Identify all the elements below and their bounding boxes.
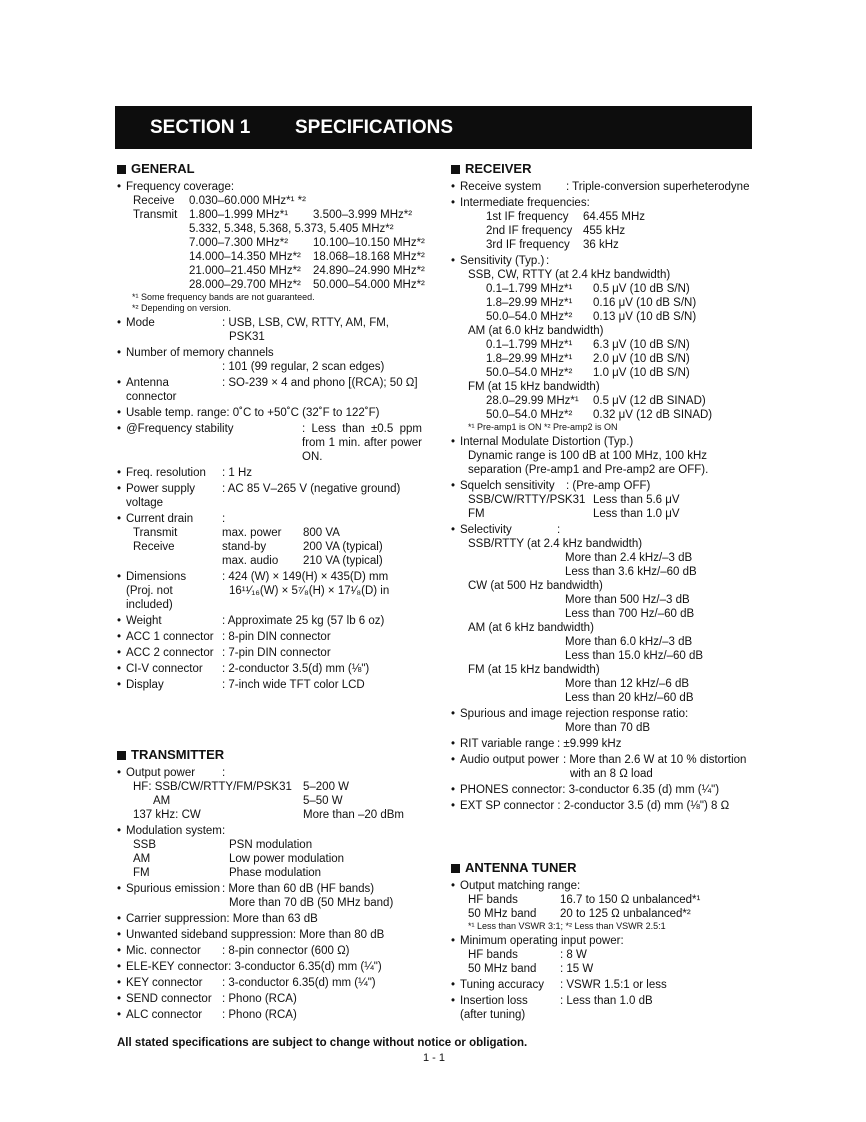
spec-selectivity: • Selectivity : SSB/RTTY (at 2.4 kHz bandwidth) More than 2.4 kHz/–3 dB Less than 3.6 kHz/–60 dB CW (at 500 Hz bandwidth) More than 500 Hz/–3 dB Less than 700 Hz/–60 dB AM (at 6 kHz bandwidth) More than 6.0 kHz/–3 dB Less than 15.0 kHz/–60 dB FM (at 15 kHz bandwidth) More than 12 kHz/–6 dB Less than 20 kHz/–60 dB: [451, 523, 756, 705]
spec-rit: • RIT variable range : ±9.999 kHz: [451, 737, 756, 751]
spec-output-power: • Output power : HF: SSB/CW/RTTY/FM/PSK31 5–200 W AM 5–50 W 137 kHz: CW More than –20 dBm: [117, 766, 442, 822]
spec-mode: • Mode : USB, LSB, CW, RTTY, AM, FM, PSK31: [117, 316, 442, 344]
section-title: SPECIFICATIONS: [295, 117, 453, 138]
spec-resolution: • Freq. resolution : 1 Hz: [117, 466, 442, 480]
transmitter-heading: TRANSMITTER: [117, 748, 442, 762]
spec-key-connector: • KEY connector : 3-conductor 6.35(d) mm (¼"): [117, 976, 442, 990]
spec-civ: • CI-V connector : 2-conductor 3.5(d) mm (⅛"): [117, 662, 442, 676]
spec-sensitivity: • Sensitivity (Typ.) : SSB, CW, RTTY (at 2.4 kHz bandwidth) 0.1–1.799 MHz*¹ 0.5 μV (10 dB S/N) 1.8–29.99 MHz*¹ 0.16 μV (10 dB S/N) 50.0–54.0 MHz*² 0.13 μV (10 dB S/N) AM (at 6.0 kHz bandwidth) 0.1–1.799 MHz*¹ 6.3 μV (10 dB S/N) 1.8–29.99 MHz*¹ 2.0 μV (10 dB S/N) 50.0–54.0 MHz*² 1.0 μV (10 dB S/N) FM (at 15 kHz bandwidth) 28.0–29.99 MHz*¹ 0.5 μV (12 dB SINAD) 50.0–54.0 MHz*² 0.32 μV (12 dB SINAD) *¹ Pre-amp1 is ON *² Pre-amp2 is ON: [451, 254, 756, 433]
spec-frequency-coverage: • Frequency coverage: Receive 0.030–60.000 MHz*¹ *² Transmit 1.800–1.999 MHz*¹ 3.500–3.999 MHz*² 5.332, 5.348, 5.368, 5.373, 5.405 MHz*² 7.000–7.300 MHz*² 10.100–10.150 MHz*² 14.000–14.350 MHz*² 18.068–18.168 MHz*² 21.000–21.450 MHz*² 24.890–24.990 MHz*² 28.000–29.700 MHz*² 50.000–54.000 MHz*² *¹ Some frequency bands are not guaranteed. *² Depending on version.: [117, 180, 442, 314]
spec-send-connector: • SEND connector : Phono (RCA): [117, 992, 442, 1006]
square-bullet-icon: [451, 864, 460, 873]
spec-intermediate-freq: • Intermediate frequencies: 1st IF frequency 64.455 MHz 2nd IF frequency 455 kHz 3rd IF frequency 36 kHz: [451, 196, 756, 252]
spec-spurious-emission: • Spurious emission : More than 60 dB (HF bands) More than 70 dB (50 MHz band): [117, 882, 442, 910]
spec-ext-sp-connector: • EXT SP connector : 2-conductor 3.5 (d) mm (⅛") 8 Ω: [451, 799, 756, 813]
receiver-heading: RECEIVER: [451, 162, 756, 176]
spec-carrier: • Carrier suppression: More than 63 dB: [117, 912, 442, 926]
antenna-tuner-heading: ANTENNA TUNER: [451, 861, 756, 875]
square-bullet-icon: [117, 751, 126, 760]
right-column: [451, 162, 756, 1022]
spec-modulation: • Modulation system : SSB PSN modulation AM Low power modulation FM Phase modulation: [117, 824, 442, 880]
footer-note: All stated specifications are subject to change without notice or obligation.: [117, 1037, 528, 1049]
spec-imd: • Internal Modulate Distortion (Typ.) Dynamic range is 100 dB at 100 MHz, 100 kHz separation (Pre-amp1 and Pre-amp2 are OFF).: [451, 435, 756, 477]
spec-squelch: • Squelch sensitivity : (Pre-amp OFF) SSB/CW/RTTY/PSK31 Less than 5.6 μV FM Less than 1.0 μV: [451, 479, 756, 521]
spec-dimensions: • Dimensions (Proj. not included) : 424 (W) × 149(H) × 435(D) mm 16¹¹⁄₁₆(W) × 5⁷⁄₈(H) × 17¹⁄₈(D) in: [117, 570, 442, 612]
spec-antenna: • Antenna connector : SO-239 × 4 and phono [(RCA); 50 Ω]: [117, 376, 442, 404]
spec-alc-connector: • ALC connector : Phono (RCA): [117, 1008, 442, 1022]
spec-current-drain: • Current drain : Transmit max. power 800 VA Receive stand-by 200 VA (typical) max. audio 210 VA (typical): [117, 512, 442, 568]
spec-acc2: • ACC 2 connector : 7-pin DIN connector: [117, 646, 442, 660]
spec-insertion-loss: • Insertion loss (after tuning) : Less than 1.0 dB: [451, 994, 756, 1022]
spec-weight: • Weight : Approximate 25 kg (57 lb 6 oz): [117, 614, 442, 628]
left-column: [117, 162, 442, 1022]
square-bullet-icon: [117, 165, 126, 174]
spec-temp: • Usable temp. range : 0˚C to +50˚C (32˚F to 122˚F): [117, 406, 442, 420]
section-number: SECTION 1: [150, 117, 251, 138]
spec-memory: • Number of memory channels : 101 (99 regular, 2 scan edges): [117, 346, 442, 374]
spec-min-input-power: • Minimum operating input power: HF bands : 8 W 50 MHz band : 15 W: [451, 934, 756, 976]
spec-unwanted-sideband: • Unwanted sideband suppression: More than 80 dB: [117, 928, 442, 942]
general-heading: GENERAL: [117, 162, 442, 176]
square-bullet-icon: [451, 165, 460, 174]
spec-stability: • @Frequency stability : Less than ±0.5 ppm from 1 min. after power ON.: [117, 422, 442, 464]
section-banner: [115, 106, 752, 149]
spec-spurious-rejection: • Spurious and image rejection response ratio: More than 70 dB: [451, 707, 756, 735]
spec-phones-connector: • PHONES connector: 3-conductor 6.35 (d) mm (¼"): [451, 783, 756, 797]
spec-elekey-connector: • ELE-KEY connector: 3-conductor 6.35(d) mm (¼"): [117, 960, 442, 974]
page-number: 1 - 1: [423, 1052, 446, 1064]
spec-acc1: • ACC 1 connector : 8-pin DIN connector: [117, 630, 442, 644]
spec-receive-system: • Receive system : Triple-conversion superheterodyne: [451, 180, 756, 194]
spec-audio-output: • Audio output power : More than 2.6 W at 10 % distortion with an 8 Ω load: [451, 753, 756, 781]
spec-mic-connector: • Mic. connector : 8-pin connector (600 Ω): [117, 944, 442, 958]
spec-tuning-accuracy: • Tuning accuracy : VSWR 1.5:1 or less: [451, 978, 756, 992]
spec-power-supply: • Power supply voltage : AC 85 V–265 V (negative ground): [117, 482, 442, 510]
spec-display: • Display : 7-inch wide TFT color LCD: [117, 678, 442, 692]
spec-output-matching: • Output matching range: HF bands 16.7 to 150 Ω unbalanced*¹ 50 MHz band 20 to 125 Ω unbalanced*² *¹ Less than VSWR 3:1; *² Less than VSWR 2.5:1: [451, 879, 756, 932]
